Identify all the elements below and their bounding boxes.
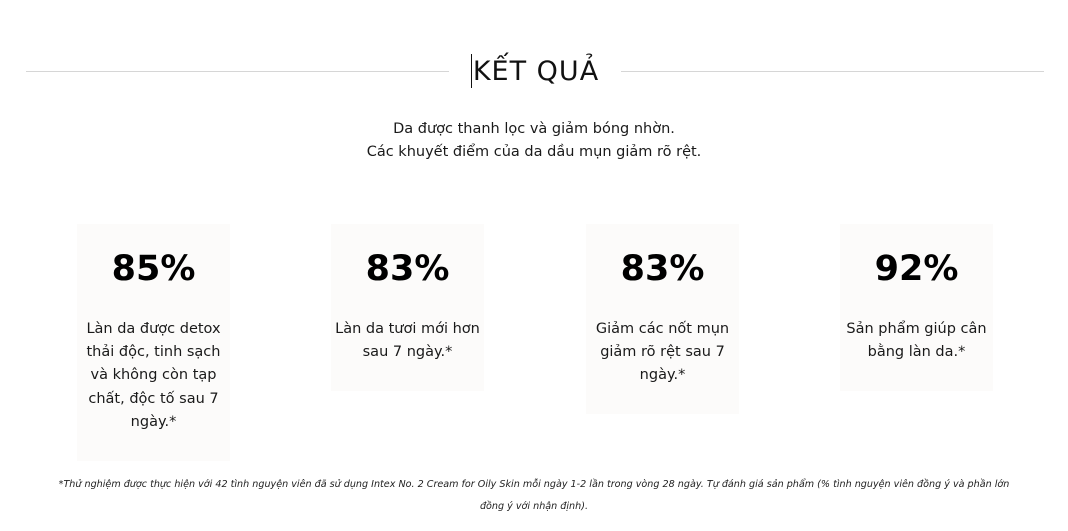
header-rule-left — [26, 71, 449, 72]
stat-description-line: thải độc, tinh sạch — [86, 344, 221, 361]
stat-card — [77, 224, 230, 461]
text-cursor — [471, 54, 472, 88]
footnote — [30, 474, 1038, 518]
stat-description-line: Sản phẩm giúp cân — [846, 321, 987, 337]
stat-card — [586, 224, 739, 414]
section-subtitle — [0, 118, 1068, 164]
title-wrap — [449, 54, 621, 88]
stat-card — [331, 224, 484, 391]
footnote-line-1: *Thử nghiệm được thực hiện với 42 tình nguyện viên đã sử dụng Intex No. 2 Cream for Oily Skin mỗi ngày 1-2 lần trong vòng 28 ngày. Tự đánh giá sản phẩm (% tình nguyện viên đồng ý và phần lớn — [58, 479, 1010, 490]
stat-value: 85% — [111, 249, 196, 289]
stat-card — [840, 224, 993, 391]
stat-description-line: sau 7 ngày.* — [362, 344, 453, 361]
footnote-line-2: đồng ý với nhận định). — [479, 501, 589, 512]
section-header — [26, 48, 1044, 94]
stat-description-line: Làn da được detox — [86, 321, 221, 337]
subtitle-line-1: Da được thanh lọc và giảm bóng nhờn. — [393, 121, 675, 137]
stat-description-line: ngày.* — [130, 413, 177, 430]
stat-value: 92% — [874, 249, 959, 289]
stat-description-line: Làn da tươi mới hơn — [335, 321, 480, 337]
stat-description-line: ngày.* — [639, 367, 686, 384]
stat-description-line: giảm rõ rệt sau 7 — [600, 344, 725, 361]
stat-value: 83% — [365, 249, 450, 289]
stat-description-line: chất, độc tố sau 7 — [88, 390, 219, 407]
section-title: KẾT QUẢ — [472, 55, 600, 87]
header-rule-right — [621, 71, 1044, 72]
subtitle-line-2: Các khuyết điểm của da dầu mụn giảm rõ rệt. — [366, 144, 702, 160]
stat-description-line: bằng làn da.* — [867, 344, 966, 361]
stat-value: 83% — [620, 249, 705, 289]
stat-description — [840, 318, 993, 364]
stat-description — [331, 318, 484, 364]
stat-description-line: và không còn tạp — [90, 367, 217, 384]
stat-description — [586, 318, 739, 388]
stat-description-line: Giảm các nốt mụn — [595, 321, 730, 337]
stat-description — [77, 318, 230, 434]
